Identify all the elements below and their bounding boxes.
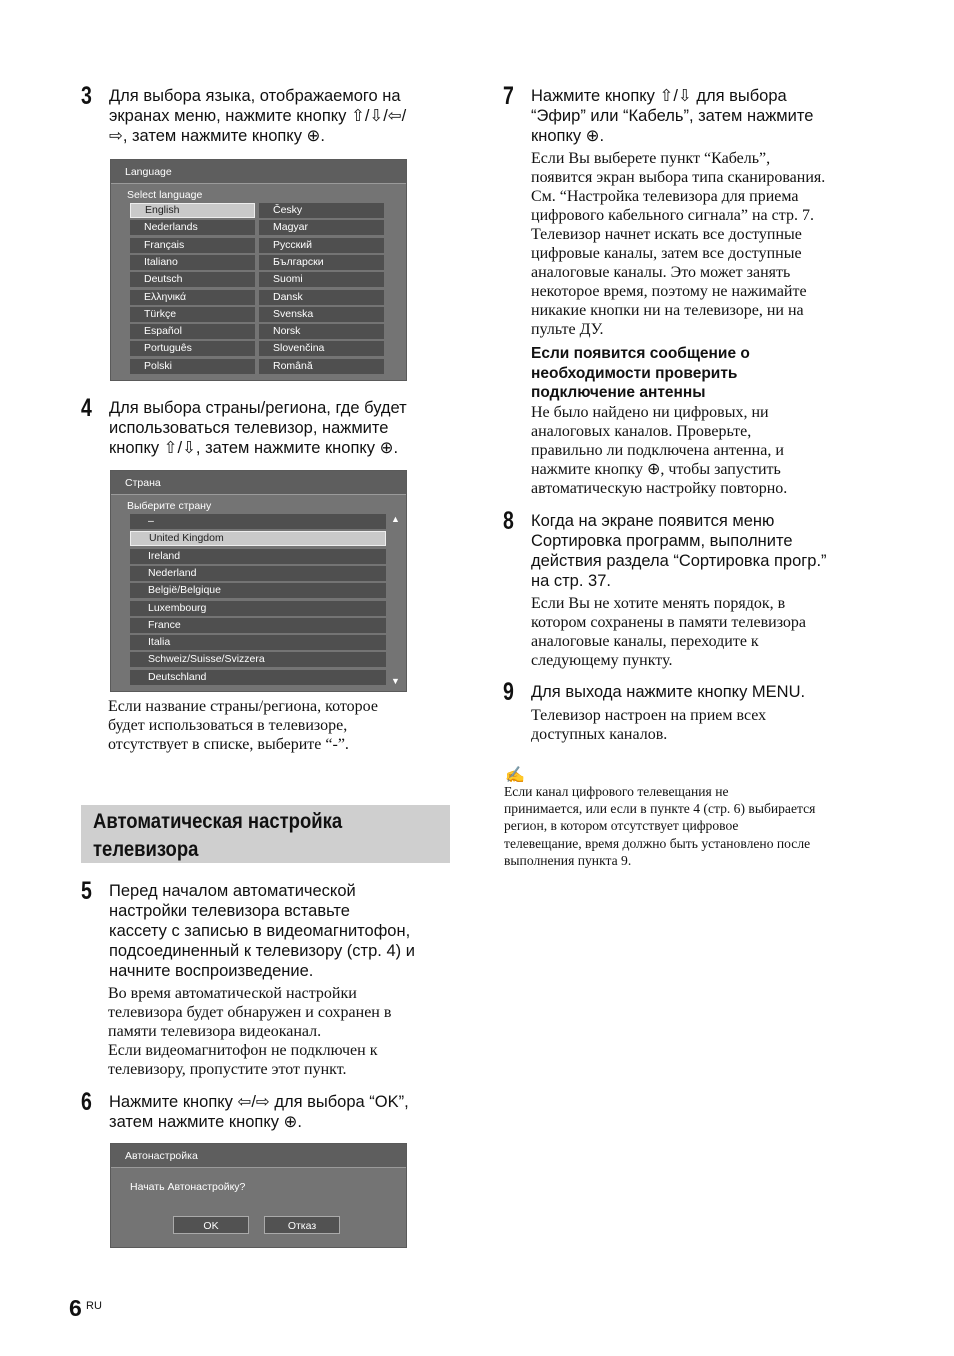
country-option[interactable]: Ireland bbox=[130, 549, 386, 564]
step-number: 8 bbox=[503, 507, 514, 535]
language-option[interactable]: Русский bbox=[259, 238, 384, 253]
step-8 bbox=[503, 507, 883, 595]
country-option[interactable]: Nederland bbox=[130, 566, 386, 581]
step-6 bbox=[81, 1088, 461, 1136]
country-option[interactable]: Schweiz/Suisse/Svizzera bbox=[130, 652, 386, 667]
step-5 bbox=[81, 877, 461, 985]
language-option[interactable]: Polski bbox=[130, 359, 255, 374]
step-instruction: Для выбора языка, отображаемого на экранах меню, нажмите кнопку ⇧/⇩/⇦/ ⇨, затем нажмите кнопку ⊕. bbox=[109, 87, 407, 145]
step-number: 3 bbox=[81, 82, 92, 110]
language-option[interactable]: Български bbox=[259, 255, 384, 270]
language-option[interactable]: Slovenčina bbox=[259, 341, 384, 356]
language-option[interactable]: Türkçe bbox=[130, 307, 255, 322]
step-number: 7 bbox=[503, 82, 514, 110]
step-9 bbox=[503, 678, 883, 706]
country-option[interactable]: United Kingdom bbox=[130, 531, 386, 546]
step-4 bbox=[81, 394, 461, 462]
step-instruction: Для выбора страны/региона, где будет использоваться телевизор, нажмите кнопку ⇧/⇩, затем нажмите кнопку ⊕. bbox=[109, 399, 407, 457]
country-option[interactable]: France bbox=[130, 618, 386, 633]
step-3 bbox=[81, 82, 461, 150]
step-5-body: Во время автоматической настройки телевизора будет обнаружен и сохранен в памяти телевизора видеоканал. Если видеомагнитофон не подключен к телевизору, пропустите этот пункт. bbox=[108, 985, 392, 1078]
language-option[interactable]: Español bbox=[130, 324, 255, 339]
antenna-warning-body: Не было найдено ни цифровых, ни аналоговых каналов. Проверьте, правильно ли подключена антенна, и нажмите кнопку ⊕, чтобы запустить автоматическую настройку повторно. bbox=[531, 404, 788, 497]
language-menu-screen bbox=[110, 159, 407, 381]
language-option[interactable]: Português bbox=[130, 341, 255, 356]
screen-title: Автонастройка bbox=[111, 1144, 406, 1168]
step-number: 9 bbox=[503, 678, 514, 706]
language-option[interactable]: Deutsch bbox=[130, 272, 255, 287]
language-option[interactable]: Česky bbox=[259, 203, 384, 218]
language-option[interactable]: English bbox=[130, 203, 255, 218]
language-option[interactable]: Svenska bbox=[259, 307, 384, 322]
step-7 bbox=[503, 82, 883, 150]
language-option[interactable]: Magyar bbox=[259, 220, 384, 235]
country-option[interactable]: België/Belgique bbox=[130, 583, 386, 598]
step-instruction: Перед началом автоматической настройки телевизора вставьте кассету с записью в видеомагнитофон, подсоединенный к телевизору (стр. 4) и начните воспроизведение. bbox=[109, 882, 415, 980]
antenna-warning-heading: Если появится сообщение о необходимости проверить подключение антенны bbox=[531, 345, 750, 401]
page-number: 6 bbox=[69, 1295, 82, 1321]
country-option[interactable]: – bbox=[130, 514, 386, 529]
step-instruction: Когда на экране появится меню Сортировка программ, выполните действия раздела “Сортировка прогр.” на стр. 37. bbox=[531, 512, 827, 590]
language-option[interactable]: Norsk bbox=[259, 324, 384, 339]
screen-title: Страна bbox=[111, 471, 406, 495]
section-title: Автоматическая настройка телевизора bbox=[93, 810, 343, 861]
country-option[interactable]: Italia bbox=[130, 635, 386, 650]
language-option[interactable]: Suomi bbox=[259, 272, 384, 287]
step-instruction: Нажмите кнопку ⇧/⇩ для выбора “Эфир” или “Кабель”, затем нажмите кнопку ⊕. bbox=[531, 87, 814, 145]
country-note: Если название страны/региона, которое будет использоваться в телевизоре, отсутствует в списке, выберите “-”. bbox=[108, 698, 378, 753]
language-option[interactable]: Ελληνικά bbox=[130, 290, 255, 305]
step-7-body: Если Вы выберете пункт “Кабель”, появится экран выбора типа сканирования. См. “Настройка телевизора для приема цифрового кабельного сигнала” на стр. 7. Телевизор начнет искать все доступные цифровые каналы, затем все доступные аналоговые каналы. Это может занять некоторое время, поэтому не нажимайте никакие кнопки ни на телевизоре, ни на пульте ДУ. bbox=[531, 150, 826, 338]
autotune-screen bbox=[110, 1143, 407, 1248]
step-9-body: Телевизор настроен на прием всех доступных каналов. bbox=[531, 707, 767, 743]
step-instruction: Для выхода нажмите кнопку MENU. bbox=[531, 683, 806, 701]
language-option[interactable]: Română bbox=[259, 359, 384, 374]
country-option[interactable]: Deutschland bbox=[130, 670, 386, 685]
step-number: 6 bbox=[81, 1088, 92, 1116]
country-option[interactable]: Luxembourg bbox=[130, 601, 386, 616]
arrow-down-icon: ▼ bbox=[391, 676, 400, 686]
cancel-button[interactable]: Отказ bbox=[264, 1216, 340, 1234]
ok-button[interactable]: OK bbox=[173, 1216, 249, 1234]
step-8-body: Если Вы не хотите менять порядок, в котором сохранены в памяти телевизора аналоговые каналы, переходите к следующему пункту. bbox=[531, 595, 807, 669]
step-number: 5 bbox=[81, 877, 92, 905]
language-option[interactable]: Italiano bbox=[130, 255, 255, 270]
screen-subtitle: Select language bbox=[127, 189, 203, 201]
page-language: RU bbox=[86, 1300, 102, 1312]
autotune-question: Начать Автонастройку? bbox=[130, 1181, 246, 1193]
language-option[interactable]: Nederlands bbox=[130, 220, 255, 235]
screen-title: Language bbox=[111, 160, 406, 184]
note-pencil-icon: ✍ bbox=[505, 767, 525, 784]
step-instruction: Нажмите кнопку ⇦/⇨ для выбора “OK”, затем нажмите кнопку ⊕. bbox=[109, 1093, 409, 1131]
screen-subtitle: Выберите страну bbox=[127, 500, 212, 512]
arrow-up-icon: ▲ bbox=[391, 514, 400, 524]
language-option[interactable]: Français bbox=[130, 238, 255, 253]
section-heading bbox=[81, 805, 450, 863]
country-menu-screen bbox=[110, 470, 407, 692]
note-text: Если канал цифрового телевещания не принимается, или если в пункте 4 (стр. 6) выбирается регион, в котором отсутствует цифровое телевещание, время должно быть установлено после выполнения пункта 9. bbox=[504, 784, 816, 868]
language-option[interactable]: Dansk bbox=[259, 290, 384, 305]
step-number: 4 bbox=[81, 394, 92, 422]
